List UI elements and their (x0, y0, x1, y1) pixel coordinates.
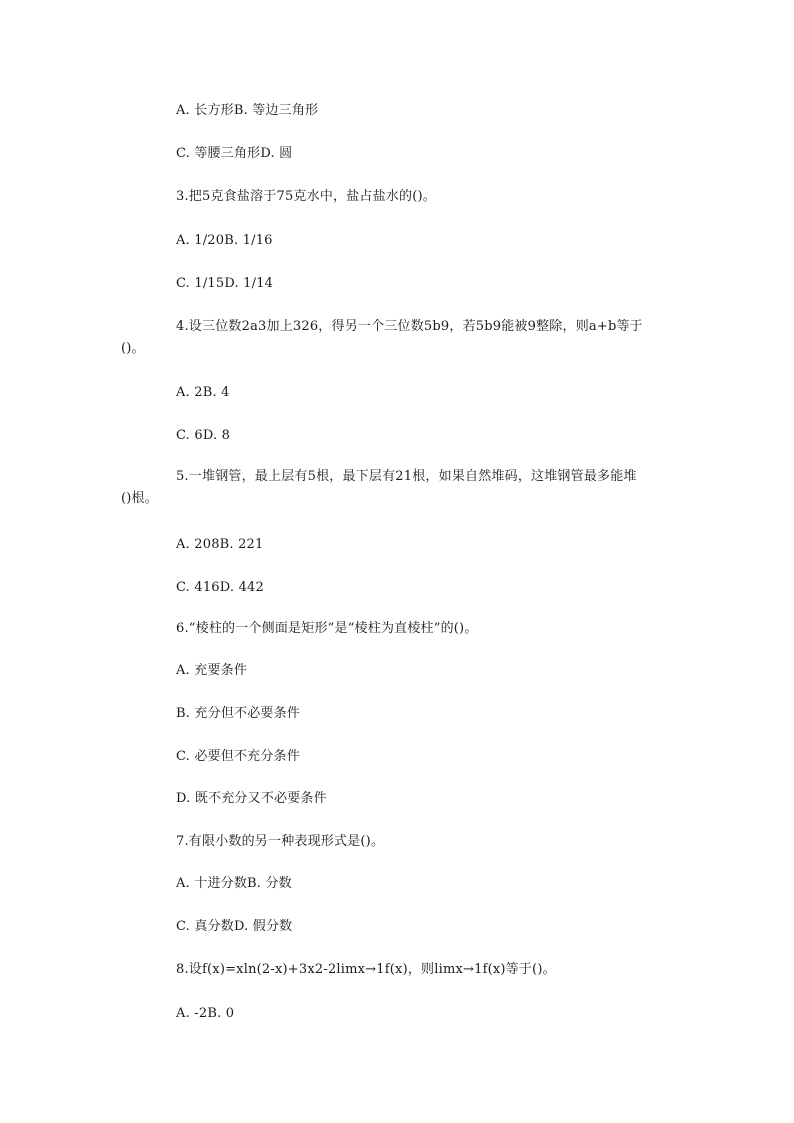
option-line: A. 充要条件 (176, 663, 248, 678)
question-line: 6.“棱柱的一个侧面是矩形”是“棱柱为直棱柱”的()。 (176, 621, 478, 636)
question-line: 4.设三位数2a3加上326，得另一个三位数5b9，若5b9能被9整除，则a+b等于 (176, 319, 643, 334)
option-line: D. 既不充分又不必要条件 (176, 791, 327, 806)
option-line: C. 必要但不充分条件 (176, 749, 300, 764)
option-line: A. 长方形B. 等边三角形 (176, 103, 319, 118)
option-line: C. 1/15D. 1/14 (176, 276, 274, 291)
question-line: 8.设f(x)=xln(2-x)+3x2-2limx→1f(x)，则limx→1f(x)等于()。 (176, 962, 556, 977)
option-line: C. 416D. 442 (176, 580, 264, 595)
option-line: C. 等腰三角形D. 圆 (176, 146, 293, 161)
question-line: 7.有限小数的另一种表现形式是()。 (176, 834, 385, 849)
question-line-continued: ()根。 (121, 491, 158, 506)
option-line: A. 208B. 221 (176, 537, 264, 552)
option-line: C. 6D. 8 (176, 428, 231, 443)
option-line: C. 真分数D. 假分数 (176, 919, 293, 934)
question-line: 3.把5克食盐溶于75克水中，盐占盐水的()。 (176, 189, 436, 204)
option-line: A. -2B. 0 (176, 1006, 235, 1021)
option-line: A. 十进分数B. 分数 (176, 876, 292, 891)
option-line: A. 1/20B. 1/16 (176, 233, 273, 248)
question-line: 5.一堆钢管，最上层有5根，最下层有21根，如果自然堆码，这堆钢管最多能堆 (176, 469, 637, 484)
question-line-continued: ()。 (121, 341, 145, 356)
option-line: A. 2B. 4 (176, 385, 230, 400)
option-line: B. 充分但不必要条件 (176, 706, 301, 721)
